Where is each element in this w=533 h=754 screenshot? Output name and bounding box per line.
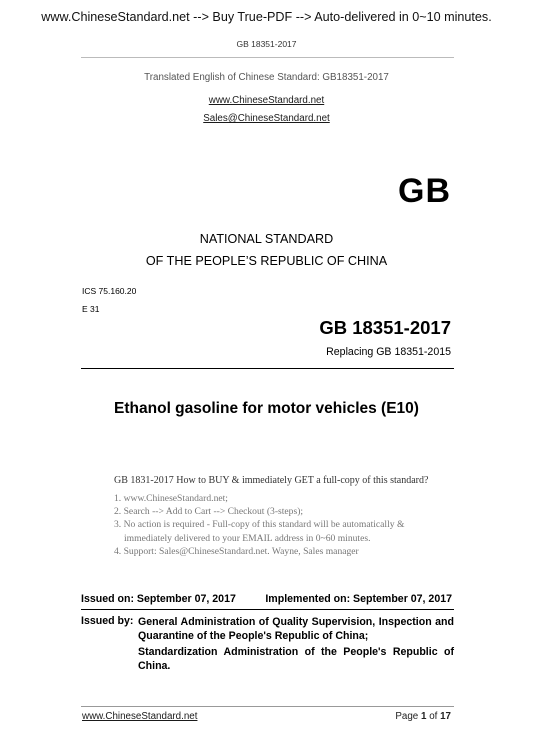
list-item: immediately delivered to your EMAIL address in 0~60 minutes. <box>124 532 371 544</box>
main-divider <box>81 368 454 369</box>
dates-divider <box>81 609 454 610</box>
email-link[interactable]: Sales@ChineseStandard.net <box>203 113 330 124</box>
national-standard-heading: NATIONAL STANDARD <box>199 232 334 246</box>
purchase-question: GB 1831-2017 How to BUY & immediately GET a full-copy of this standard? <box>114 475 429 486</box>
document-title: Ethanol gasoline for motor vehicles (E10) <box>114 400 419 417</box>
page-total: 17 <box>440 711 451 722</box>
footer-divider <box>81 706 454 707</box>
page-indicator <box>395 711 451 722</box>
e-code: E 31 <box>82 304 100 314</box>
gb-logo: GB <box>398 172 451 210</box>
issuing-org-2: Standardization Administration of the People's Republic of China. <box>138 646 454 672</box>
email-link-wrapper <box>0 108 533 126</box>
header-divider <box>81 57 454 58</box>
list-item: 1. www.ChineseStandard.net; <box>114 493 228 504</box>
website-link-wrapper <box>0 90 533 108</box>
list-item: 4. Support: Sales@ChineseStandard.net. Wayne, Sales manager <box>114 545 359 557</box>
issued-on-date: Issued on: September 07, 2017 <box>81 593 236 605</box>
page-of: of <box>429 711 438 722</box>
header-standard-code: GB 18351-2017 <box>236 39 297 49</box>
page-label: Page <box>395 711 419 722</box>
list-item: 3. No action is required - Full-copy of this standard will be automatically & <box>114 519 405 531</box>
standard-number: GB 18351-2017 <box>319 317 451 338</box>
implemented-on-date: Implemented on: September 07, 2017 <box>265 593 452 605</box>
page-current: 1 <box>421 711 427 722</box>
prc-heading: OF THE PEOPLE’S REPUBLIC OF CHINA <box>145 254 388 268</box>
list-item: 2. Search --> Add to Cart --> Checkout (3-steps); <box>114 506 304 518</box>
ics-code: ICS 75.160.20 <box>82 286 137 296</box>
top-banner: www.ChineseStandard.net --> Buy True-PDF --> Auto-delivered in 0~10 minutes. <box>41 10 492 24</box>
issued-by-label: Issued by: <box>81 615 134 627</box>
replacing-note: Replacing GB 18351-2015 <box>326 346 451 358</box>
issuing-org-1: General Administration of Quality Supervision, Inspection and Quarantine of the People's Republic of China; <box>138 616 454 642</box>
website-link[interactable]: www.ChineseStandard.net <box>208 95 325 106</box>
translation-note: Translated English of Chinese Standard: GB18351-2017 <box>144 72 389 83</box>
footer-website-link[interactable]: www.ChineseStandard.net <box>82 711 198 722</box>
purchase-steps <box>114 492 404 558</box>
